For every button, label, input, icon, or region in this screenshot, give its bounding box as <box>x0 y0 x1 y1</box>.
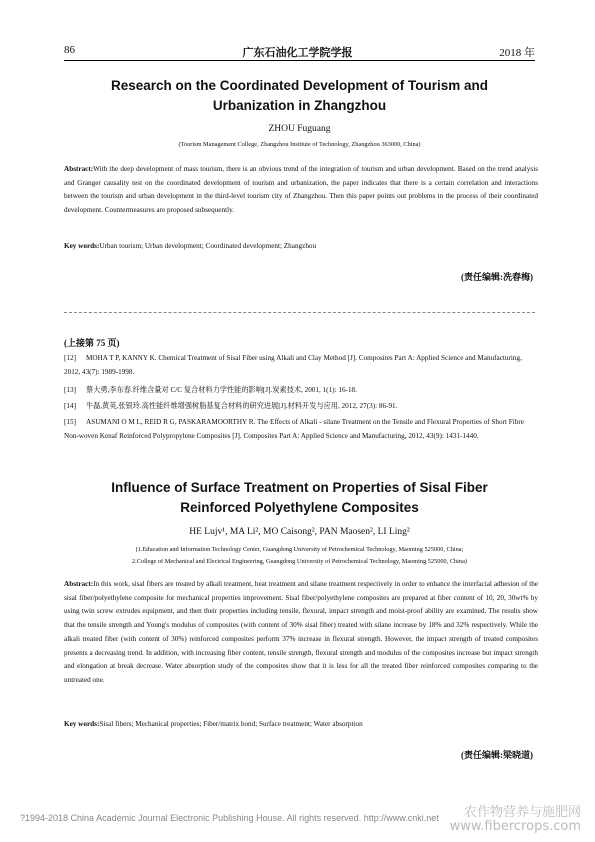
article2-title <box>64 478 535 518</box>
keywords-text: Sisal fibers; Mechanical properties; Fiber/matrix bond; Surface treatment; Water absorption <box>99 720 363 728</box>
article2-keywords <box>64 718 538 732</box>
article2-title-line1: Influence of Surface Treatment on Properties of Sisal Fiber <box>111 480 488 495</box>
abstract-label: Abstract: <box>64 165 94 173</box>
article2-authors: HE Lujv¹, MA Li², MO Caisong², PAN Maosen², LI Ling² <box>189 527 410 537</box>
continued-from-note: (上接第 75 页) <box>64 338 120 348</box>
journal-year: 2018 年 <box>499 47 535 59</box>
watermark-line1: 农作物营养与施肥网 <box>463 805 581 820</box>
article1-editor: (责任编辑:冼春梅) <box>461 272 533 282</box>
article1-author: ZHOU Fuguang <box>268 124 331 134</box>
abstract-label: Abstract: <box>64 580 94 588</box>
page-number: 86 <box>64 44 75 56</box>
watermark-line2: www.fibercrops.com <box>449 819 581 834</box>
reference-text: 牛磊,黄英,张银玲.高性能纤维增强树脂基复合材料的研究进展[J].材料开发与应用, 2012, 27(3): 86-91. <box>86 402 398 410</box>
affiliation-line1: (1.Education and Information Technology Center, Guangdong University of Petrochemical Technology, Maoming 525000, China; <box>135 546 464 553</box>
article2-editor: (责任编辑:梁晓道) <box>461 750 533 760</box>
article1-title-line2: Urbanization in Zhangzhou <box>212 98 387 113</box>
keywords-label: Key words: <box>64 720 100 728</box>
article2-abstract <box>64 578 538 688</box>
reference-number: [13] <box>64 386 76 394</box>
keywords-label: Key words: <box>64 242 100 250</box>
reference-item <box>64 400 538 414</box>
reference-item <box>64 416 538 443</box>
reference-number: [15] <box>64 418 76 426</box>
section-divider <box>64 312 535 313</box>
article1-title <box>64 76 535 116</box>
reference-text: ASUMANI O M L, REID R G, PASKARAMOORTHY R. The Effects of Alkali - silane Treatment on the Tensile and Flexural Properties of Short Fibre Non-woven Kenaf Reinforced Polypropylene Composites [J]. Composites Part A: Applied Science and Manufacturing, 2012, 43(9): 1431-1440. <box>64 418 524 440</box>
reference-text: MOHA T P, KANNY K. Chemical Treatment of Sisal Fiber using Alkali and Clay Method [J]. Composites Part A: Applied Science and Manufacturing, 2012, 43(7): 1989-1998. <box>64 354 522 376</box>
abstract-text: With the deep development of mass tourism, there is an obvious trend of the integration of tourism and urban development. Based on the trend analysis and Granger causality test on the coordinated development of tourism and urbanization, the paper indicates that there is a certain correlation and interactions between the tourism and urban development in the third-level tourism city of Zhangzhou. Then this paper points out problems in the process of their coordinated development. Countermeasures are proposed subsequently. <box>64 165 538 215</box>
keywords-text: Urban tourism; Urban development; Coordinated development; Zhangzhou <box>99 242 317 250</box>
affiliation-line2: 2.College of Mechanical and Electrical Engineering, Guangdong University of Petrochemical Technology, Maoming 525000, China) <box>132 558 467 565</box>
reference-number: [14] <box>64 402 76 410</box>
article1-keywords <box>64 240 538 254</box>
abstract-text: In this work, sisal fibers are treated by alkali treatment, heat treatment and silane treatment respectively in order to enhance the interfacial adhesion of the sisal fiber/polyethylene composite for mechanical properties improvement. Sisal fiber/polyethylene composites are prepared at fiber content of 10, 20, 30wt% by using twin screw extrudes equipment, and then their properties including tensile, flexural, impact strength and moist-proof ability are examined. The results show that the tensile strength and Young's modulus of composites (with content of 30% sisal fiber) treated with silane increase by 18% and 32% respectively. While the alkali treated fiber (with content of 30%) reinforced composites perform 37% increase in flexural strength. However, the impact strength of treated composites presents a decreasing trend. In addition, with increasing fiber content, tensile strength, flexural strength and modulus of the composites increase but impact strength and elongation at break decrease. Water absorption study of the composites show that it is less for all the treated fiber reinforced composites comparing to the untreated one. <box>64 580 538 684</box>
copyright-footer: ?1994-2018 China Academic Journal Electronic Publishing House. All rights reserved. http://www.cnki.net <box>20 813 439 823</box>
header-rule <box>64 60 535 61</box>
reference-text: 蔡大勇,李东春.纤维含量对 C/C 复合材料力学性能的影响[J].炭素技术, 2001, 1(1): 16-18. <box>86 386 357 394</box>
article2-title-line2: Reinforced Polyethylene Composites <box>180 500 419 515</box>
watermark <box>450 806 581 834</box>
article2-affiliation <box>64 544 535 568</box>
article1-title-line1: Research on the Coordinated Development of Tourism and <box>110 78 489 93</box>
reference-number: [12] <box>64 354 76 362</box>
reference-item <box>64 384 538 398</box>
journal-name: 广东石油化工学院学报 <box>242 47 353 59</box>
article1-abstract <box>64 163 538 218</box>
reference-item <box>64 352 538 379</box>
article1-affiliation: (Tourism Management College, Zhangzhou Institute of Technology, Zhangzhou 363000, China) <box>178 141 421 148</box>
